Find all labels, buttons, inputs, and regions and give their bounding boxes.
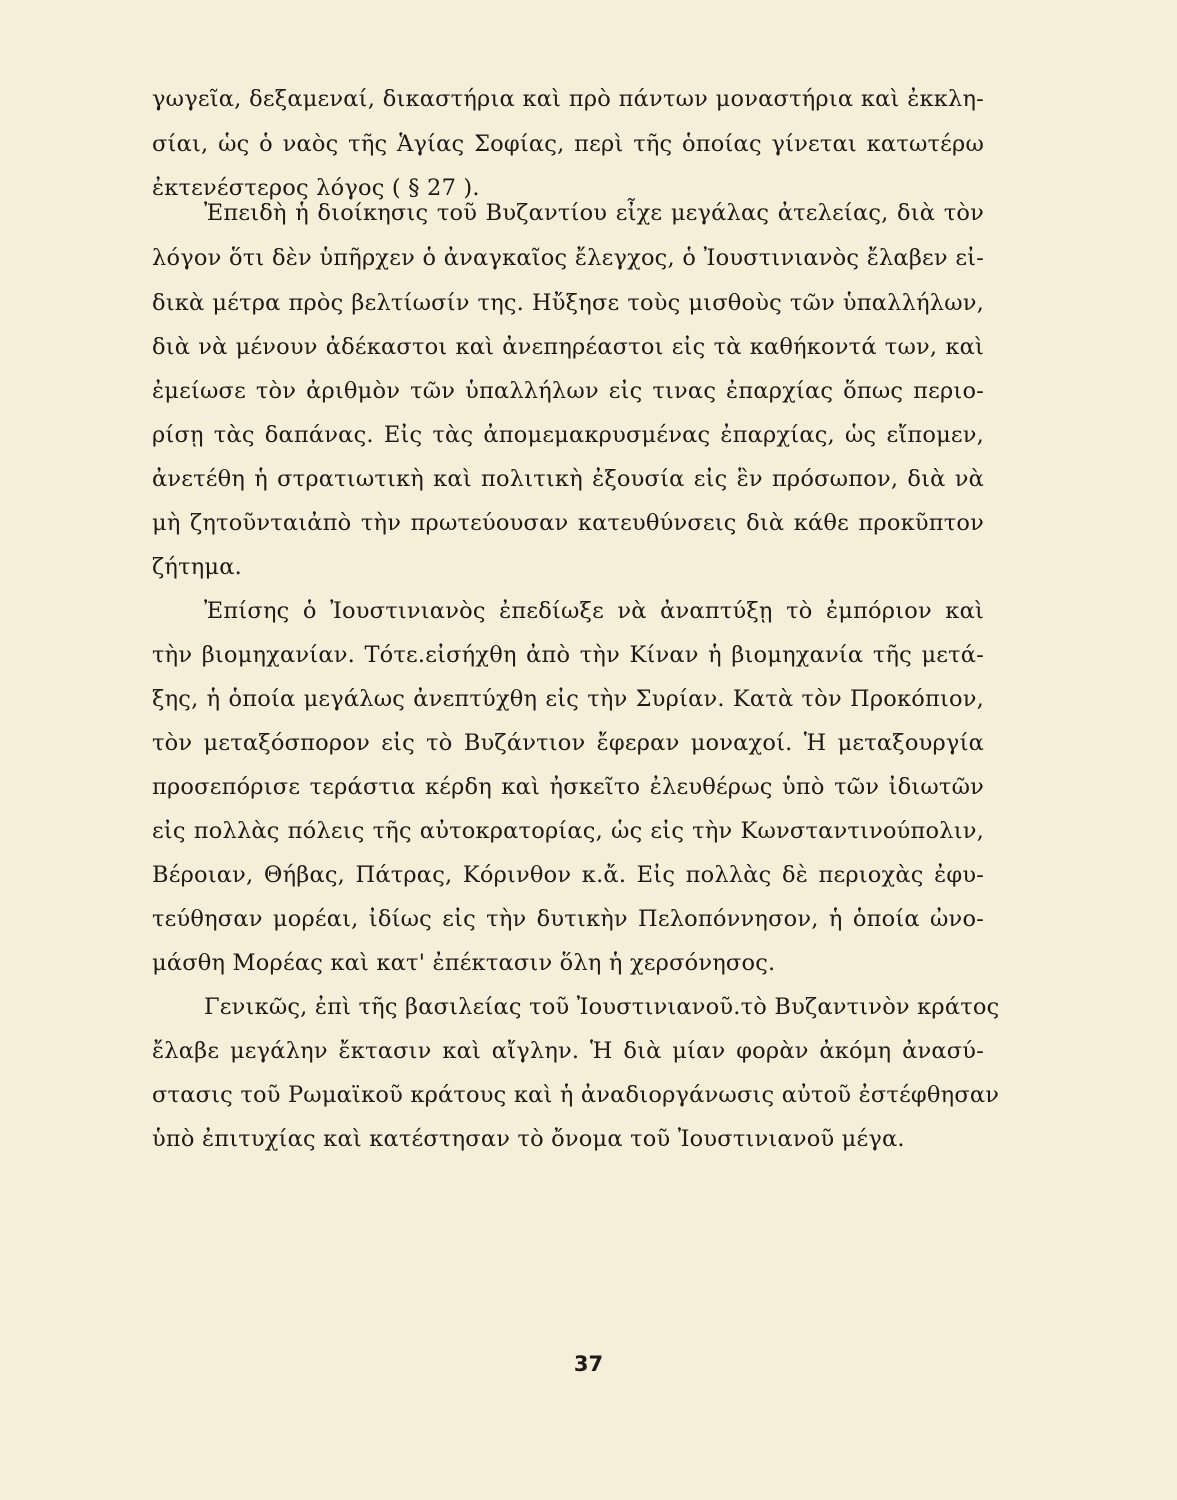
text-line: μάσθη Μορέας καὶ κατ' ἐπέκτασιν ὅλη ἡ χερσόνησος. (152, 950, 776, 976)
text-line: ἔλαβε μεγάλην ἔκτασιν καὶ αἴγλην. Ἡ διὰ μίαν φορὰν ἀκόμη ἀνασύ- (152, 1038, 984, 1064)
page-number: 37 (573, 1352, 604, 1376)
text-line: μὴ ζητοῦνταιἀπὸ τὴν πρωτεύουσαν κατευθύνσεις διὰ κάθε προκῦπτον (152, 510, 984, 536)
text-line: λόγον ὅτι δὲν ὑπῆρχεν ὁ ἀναγκαῖος ἔλεγχος, ὁ Ἰουστινιανὸς ἔλαβεν εἰ- (152, 245, 984, 271)
text-line: ξης, ἡ ὁποία μεγάλως ἀνεπτύχθη εἰς τὴν Συρίαν. Κατὰ τὸν Προκόπιον, (152, 686, 984, 712)
text-line: προσεπόρισε τεράστια κέρδη καὶ ἠσκεῖτο ἐλευθέρως ὑπὸ τῶν ἰδιωτῶν (152, 774, 984, 800)
text-line: γωγεῖα, δεξαμεναί, δικαστήρια καὶ πρὸ πάντων μοναστήρια καὶ ἐκκλη- (152, 86, 984, 112)
text-line: τὴν βιομηχανίαν. Τότε.εἰσήχθη ἀπὸ τὴν Κίναν ἡ βιομηχανία τῆς μετά- (152, 642, 984, 668)
text-line: ἐμείωσε τὸν ἀριθμὸν τῶν ὑπαλλήλων εἰς τινας ἐπαρχίας ὅπως περιο- (152, 378, 984, 404)
text-line: στασις τοῦ Ρωμαϊκοῦ κράτους καὶ ἡ ἀναδιοργάνωσις αὐτοῦ ἐστέφθησαν (152, 1082, 1000, 1108)
text-line: τεύθησαν μορέαι, ἰδίως εἰς τὴν δυτικὴν Πελοπόννησον, ἡ ὁποία ὠνο- (152, 906, 984, 932)
text-line: Ἐπίσης ὁ Ἰουστινιανὸς ἐπεδίωξε νὰ ἀναπτύξῃ τὸ ἐμπόριον καὶ (204, 598, 984, 624)
text-line: σίαι, ὡς ὁ ναὸς τῆς Ἁγίας Σοφίας, περὶ τῆς ὁποίας γίνεται κατωτέρω (152, 131, 984, 157)
text-line: Βέροιαν, Θήβας, Πάτρας, Κόρινθον κ.ἄ. Εἰς πολλὰς δὲ περιοχὰς ἐφυ- (152, 862, 984, 888)
text-line: Γενικῶς, ἐπὶ τῆς βασιλείας τοῦ Ἰουστινιανοῦ.τὸ Βυζαντινὸν κράτος (204, 994, 1000, 1020)
text-line: τὸν μεταξόσπορον εἰς τὸ Βυζάντιον ἔφεραν μοναχοί. Ἡ μεταξουργία (152, 730, 984, 756)
text-line: Ἐπειδὴ ἡ διοίκησις τοῦ Βυζαντίου εἶχε μεγάλας ἀτελείας, διὰ τὸν (204, 200, 984, 226)
text-line: εἰς πολλὰς πόλεις τῆς αὐτοκρατορίας, ὡς εἰς τὴν Κωνσταντινούπολιν, (152, 818, 984, 844)
text-line: διὰ νὰ μένουν ἀδέκαστοι καὶ ἀνεπηρέαστοι εἰς τὰ καθήκοντά των, καὶ (152, 334, 984, 360)
text-line: ζήτημα. (152, 554, 242, 580)
text-line: ἐκτενέστερος λόγος ( § 27 ). (152, 175, 480, 201)
text-line: ἀνετέθη ἡ στρατιωτικὴ καὶ πολιτικὴ ἐξουσία εἰς ἓν πρόσωπον, διὰ νὰ (152, 466, 984, 492)
text-line: ὑπὸ ἐπιτυχίας καὶ κατέστησαν τὸ ὄνομα τοῦ Ἰουστινιανοῦ μέγα. (152, 1126, 905, 1152)
text-line: δικὰ μέτρα πρὸς βελτίωσίν της. Ηὔξησε τοὺς μισθοὺς τῶν ὑπαλλήλων, (152, 290, 984, 316)
text-line: ρίσῃ τὰς δαπάνας. Εἰς τὰς ἀπομεμακρυσμένας ἐπαρχίας, ὡς εἴπομεν, (152, 422, 984, 448)
